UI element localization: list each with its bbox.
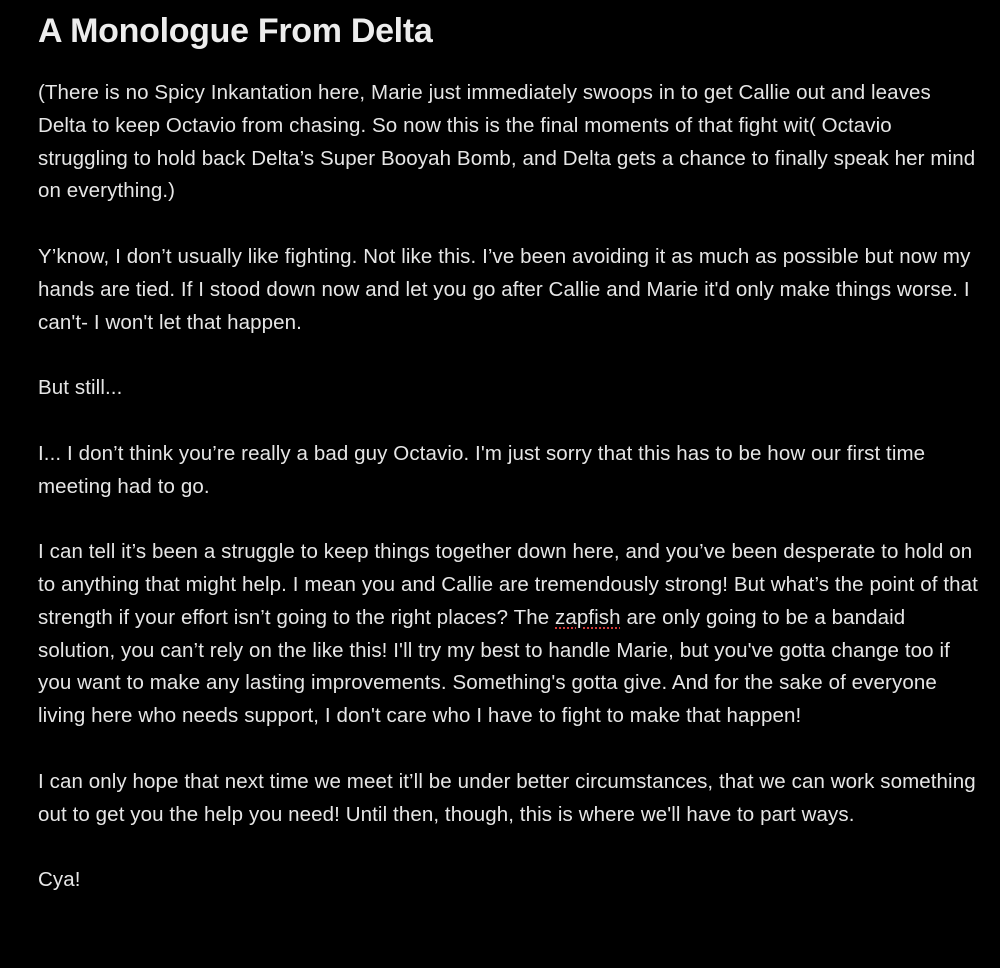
paragraph-hope[interactable]: I can only hope that next time we meet it’ll be under better circumstances, that we can work something out to get you the help you need! Until then, though, this is where we'll have to part ways. (38, 769, 976, 826)
paragraph-struggle[interactable] (38, 536, 980, 733)
paragraph-not-bad-guy[interactable]: I... I don’t think you’re really a bad guy Octavio. I'm just sorry that this has to be how our first time meeting had to go. (38, 441, 926, 498)
paragraph-struggle-text-end: are only going to be a bandaid solution, you can’t rely on the like this! I'll try my best to handle Marie, but you've gotta change too if you want to make any lasting improvements. Something's gotta give. And for the sake of everyone living here who needs support, I don't care who I have to fight to make that happen! (38, 605, 950, 728)
paragraph-fighting[interactable]: Y’know, I don’t usually like fighting. Not like this. I’ve been avoiding it as much as possible but now my hands are tied. If I stood down now and let you go after Callie and Marie it'd only make things worse. I can't- I won't let that happen. (38, 244, 971, 334)
paragraph-struggle-text-start: I can tell it’s been a struggle to keep things together down here, and you’ve been desperate to hold on to anything that might help. I mean you and Callie are tremendously strong! But what’s the point of that strength if your effort isn’t going to the right places? The (38, 540, 978, 629)
paragraph-intro[interactable]: (There is no Spicy Inkantation here, Marie just immediately swoops in to get Callie out and leaves Delta to keep Octavio from chasing. So now this is the final moments of that fight wit( Octavio struggling to hold back Delta’s Super Booyah Bomb, and Delta gets a chance to finally speak her mind on everything.) (38, 81, 976, 203)
note-title[interactable]: A Monologue From Delta (38, 12, 433, 50)
spellcheck-flagged-word[interactable]: zapfish (555, 605, 621, 629)
paragraph-cya[interactable]: Cya! (38, 868, 81, 892)
paragraph-but-still[interactable]: But still... (38, 376, 123, 400)
